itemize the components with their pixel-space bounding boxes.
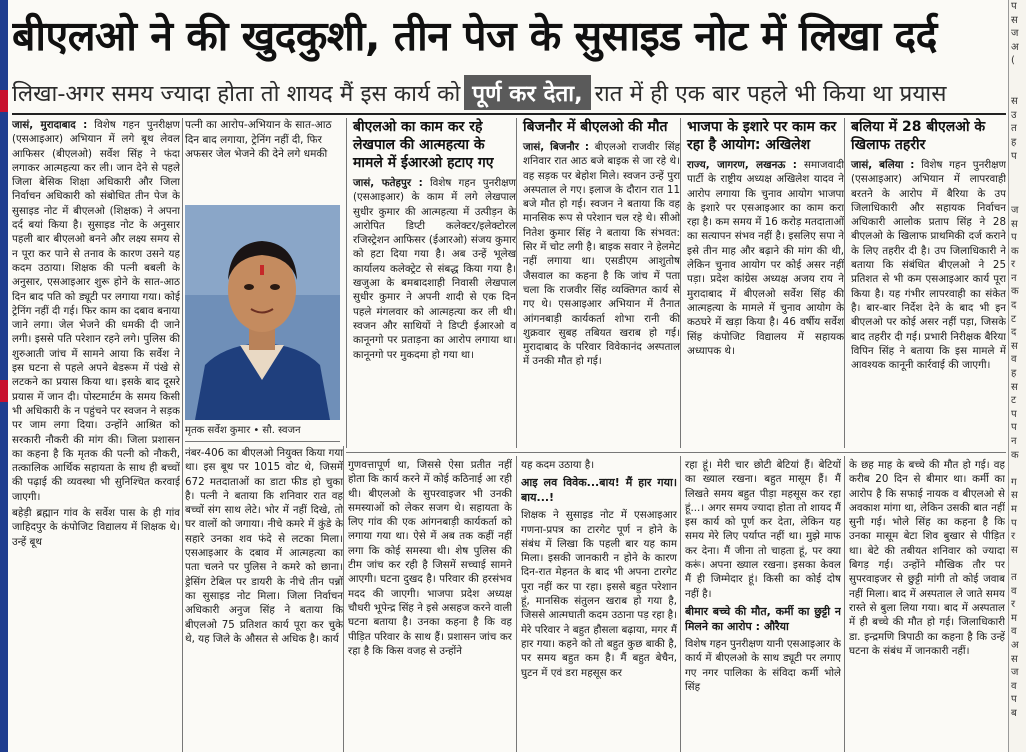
column-divider <box>844 456 845 752</box>
adjacent-column-fragment-line: व <box>1011 626 1017 638</box>
strip-mark <box>0 90 8 112</box>
photo-caption: मृतक सर्वेश कुमार • सौ. स्वजन <box>185 425 301 436</box>
adjacent-column-fragment-line: स <box>1011 381 1018 393</box>
adjacent-column-fragment-line: द <box>1011 300 1017 312</box>
adjacent-column-fragment-line: स <box>1011 653 1018 665</box>
adjacent-column-fragment-line: त <box>1011 571 1017 583</box>
pull-quote-box: पत्नी का आरोप-अभियान के सात-आठ दिन बाद लगाया, ट्रेनिंग नहीं दी, फिर अफसर जेल भेजने की देने लगे धमकी <box>185 119 332 160</box>
adjacent-column-fragment-line: प <box>1011 422 1017 434</box>
adjacent-column-fragment-line: ह <box>1011 136 1017 148</box>
story-body <box>687 158 844 358</box>
auraiya-subhead: बीमार बच्चे की मौत, कर्मी का छुट्टी न मिलने का आरोप : औरैया <box>685 604 841 633</box>
main-story-para-1 <box>12 118 180 504</box>
strip-mark <box>0 380 8 402</box>
adjacent-column-fragment-line: ज <box>1011 204 1019 216</box>
main-story-text-1: विशेष गहन पुनरीक्षण (एसआइआर) अभियान में लगे बूथ लेवल आफिसर (बीएलओ) सर्वेश सिंह ने फंदा लगाकर आत्महत्या कर ली। जान देने से पहले जिला बेसिक शिक्षा अधिकारी और जिला निर्वाचन अधिकारी को संबोधित तीन पेज के सुसाइड नोट में बीएलओ (शिक्षक) ने अपना दर्द बयां किया है। सुसाइड नोट के अनुसार पहली बार बीएलओ बनने और लक्ष्य समय से न पूरा कर पाने से तनाव के कारण उसने यह कदम उठाया। शिक्षक की पत्नी बबली के अनुसार, एसआइआर शुरू होने के सात-आठ दिन बाद पति को ड्यूटी पर लगाया गया। कोई ट्रेनिंग नहीं दी गई। फिर काम का दबाव बनाया जाने लगा। जेल भेजने की धमकी दी जाने लगी। इससे पति परेशान रहने लगे। पुलिस की शुरुआती जांच में सामने आया कि सर्वेश ने इस घटना से पहले अपने बेडरूम में पंखे से लटकने का प्रयास किया था। इसके बाद दूसरे प्रयास में जान दी। पोस्टमार्टम के समय किसी भी अधिकारी के न पहुंचने पर स्वजन ने सड़क पर जाम लगा दिया। उन्होंने आश्रित को सरकारी नौकरी की मांग की। जिला प्रशासन का कहना है कि मृतक की पत्नी को नौकरी, तत्कालिक आर्थिक सहायता के साथ ही बच्चों की पढ़ाई की व्यवस्था भी सुनिश्चित करवाई जाएगी। <box>12 119 180 503</box>
adjacent-column-fragment-line: स <box>1011 340 1018 352</box>
victim-photo <box>185 205 340 420</box>
column-divider <box>182 118 183 752</box>
adjacent-column-fragment-line <box>1011 462 1026 476</box>
adjacent-column-fragment <box>1008 0 1026 752</box>
adjacent-column-fragment-line: ट <box>1011 395 1017 407</box>
subheadline-before: लिखा-अगर समय ज्यादा होता तो शायद मैं इस कार्य को <box>12 80 461 107</box>
adjacent-column-fragment-line: ( <box>1011 55 1015 67</box>
headline-rule <box>12 113 1006 115</box>
story-fatehpur <box>346 118 516 448</box>
adjacent-column-fragment-line: त <box>1011 123 1017 135</box>
subheadline-highlight: पूर्ण कर देता, <box>464 75 590 110</box>
story-headline: बिजनौर में बीएलओ की मौत <box>523 119 668 135</box>
adjacent-column-fragment-line: ज <box>1011 28 1019 40</box>
story-text: समाजवादी पार्टी के राष्ट्रीय अध्यक्ष अखिलेश यादव ने आरोप लगाया कि चुनाव आयोग भाजपा के इशारे पर एसआइआर का काम करा रहा है। कम समय में 16 करोड़ मतदाताओं का सत्यापन संभव नहीं है। इसलिए सपा ने इसे तीन माह और बढ़ाने की मांग की थी, लेकिन चुनाव आयोग पर कोई असर नहीं पड़ा। प्रदेश कांग्रेस अध्यक्ष अजय राय ने मुरादाबाद में बीएलओ सर्वेश सिंह की आत्महत्या के मामले में चुनाव आयोग के कठघरे में खड़ा किया है। 46 वर्षीय सर्वेश सिंह कंपोजिट विद्यालय में सहायक अध्यापक थे। <box>687 159 844 357</box>
suicide-note-column <box>521 458 677 752</box>
story-bijnor <box>516 118 680 448</box>
adjacent-column-fragment-line: ब <box>1011 707 1017 719</box>
adjacent-column-fragment-line: स <box>1011 96 1018 108</box>
adjacent-column-fragment-line: म <box>1011 612 1017 624</box>
adjacent-column-fragment-line: ग <box>1011 476 1017 488</box>
adjacent-column-fragment-line: न <box>1011 436 1017 447</box>
adjacent-column-fragment-line: स <box>1011 544 1018 556</box>
adjacent-column-fragment-line: प <box>1011 694 1017 706</box>
adjacent-column-fragment-line: म <box>1011 503 1017 515</box>
adjacent-column-fragment-line: व <box>1011 585 1017 597</box>
adjacent-column-fragment-line: स <box>1011 490 1018 502</box>
main-story-text-2: बहेड़ी ब्रह्मान गांव के सर्वेश पास के ही गांव जाहिदपुर के कंपोजिट विद्यालय में शिक्षक थे। उन्हें बूथ <box>12 507 180 548</box>
column-divider <box>516 456 517 752</box>
adjacent-column-fragment-line: प <box>1011 408 1017 420</box>
adjacent-column-fragment-line: र <box>1011 531 1016 543</box>
story-dateline: जासं, बिजनौर : <box>523 141 590 153</box>
adjacent-column-fragment-line: उ <box>1011 109 1017 121</box>
story-text: विशेष गहन पुनरीक्षण (एसआइआर) अभियान में लापरवाही बरतने के आरोप में बैरिया के उप जिलाधिकारी और सहायक निर्वाचन अधिकारी आलोक प्रताप सिंह ने 28 बीएलओ के खिलाफ प्राथमिकी दर्ज कराने के लिए तहरीर दी है। उप जिलाधिकारी ने बताया कि संबंधित बीएलओ ने 25 प्रतिशत से भी कम एसआइआर कार्य पूरा किया है। यह गंभीर लापरवाही का संकेत है। बार-बार निर्देश देने के बाद भी इन बीएलओ पर कोई असर नहीं पड़ा, जिसके बाद तहरीर दी गई। प्रभारी निरीक्षक बैरिया विपिन सिंह ने बताया कि इस मामले में आवश्यक कानूनी कार्रवाई की जाएगी। <box>851 159 1006 372</box>
main-story-continued-column: गुणवत्तापूर्ण था, जिससे ऐसा प्रतीत नहीं होता कि कार्य करने में कोई कठिनाई आ रही थी। बीएलओ के सुपरवाइजर भी उनकी समस्याओं को लेकर सजग थे। सहायता के लिए गांव की एक आंगनबाड़ी कार्यकर्ता को लगाया गया था। ऐसे में अब तक कहीं नहीं लगा कि कोई समस्या थी। शेष पुलिस की टीम जांच कर रही है जिसमें सच्चाई सामने आएगी। घटना दुखद है। परिवार की हरसंभव मदद की जाएगी। भाजपा प्रदेश अध्यक्ष चौधरी भूपेन्द्र सिंह ने इसे असहज करने वाली घटना बताया है। उनका कहना है कि वह पीड़ित परिवार के साथ हैं। प्रशासन जांच कर रहा है कि किस वजह से उन्होंने <box>348 459 512 657</box>
adjacent-column-fragment-line: व <box>1011 680 1017 692</box>
section-divider <box>346 452 1006 453</box>
story-akhilesh <box>680 118 844 448</box>
headline: बीएलओ ने की खुदकुशी, तीन पेज के सुसाइड नोट में लिखा दर्द <box>12 12 937 60</box>
adjacent-column-fragment-line: प <box>1011 517 1017 529</box>
adjacent-column-fragment-line: अ <box>1011 639 1019 651</box>
story-dateline: जासं, फतेहपुर : <box>353 177 423 189</box>
suicide-note-intro: यह कदम उठाया है। <box>521 459 595 471</box>
adjacent-column-fragment-line: र <box>1011 259 1016 271</box>
left-color-strip <box>0 0 8 752</box>
story-headline: भाजपा के इशारे पर काम कर रहा है आयोग: अखिलेश <box>687 119 837 153</box>
portrait-illustration <box>185 205 340 420</box>
story-headline: बीएलओ का काम कर रहे लेखपाल की आत्महत्या के मामले में ईआरओ हटाए गए <box>353 119 494 171</box>
story-dateline: राज्य, जागरण, लखनऊ : <box>687 159 797 171</box>
story-body <box>523 140 680 369</box>
suicide-note-subhead: आइ लव विवेक...बाय! मैं हार गया। बाय...! <box>521 476 677 505</box>
adjacent-column-fragment-line: प <box>1011 1 1017 12</box>
story-dateline: जासं, बलिया : <box>851 159 915 171</box>
main-story-dateline: जासं, मुरादाबाद : <box>12 119 88 131</box>
adjacent-column-fragment-line: व <box>1011 354 1017 366</box>
suicide-note-text: शिक्षक ने सुसाइड नोट में एसआइआर गणना-प्रपत्र का टारगेट पूर्ण न होने के संबंध में लिखा कि पहली बार यह काम मिला। इसकी जानकारी न होने के कारण दिन-रात मेहनत के बाद भी अपना टारगेट पूरा नहीं कर पा रहा। इससे बहुत परेशान हूं, मानसिक संतुलन खराब हो गया है, जिससे आत्मघाती कदम उठाना पड़ रहा है। मेरे परिवार ने बहुत हौसला बढ़ाया, मगर मैं हार गया। कहने को तो बहुत कुछ बाकी है, पर समय बहुत कम है। मैं बहुत बेचैन, घुटन में एवं डरा महसूस कर <box>521 509 677 679</box>
suicide-note-text-continued: रहा हूं। मेरी चार छोटी बेटियां हैं। बेटियों का ख्याल रखना। बहुत मासूम हैं। मैं लिखते समय बहुत पीड़ा महसूस कर रहा हूं...। अगर समय ज्यादा होता तो शायद मैं इस कार्य को पूर्ण कर देता, लेकिन यह समय मेरे लिए पर्याप्त नहीं था। मुझे माफ कर देना। मैं जीना तो चाहता हूं, पर क्या करूं। अपना ख्याल रखना। इसका केवल मैं ही जिम्मेदार हूं। किसी का कोई दोष नहीं है। <box>685 459 841 600</box>
story-text: बीएलओ राजवीर सिंह शनिवार रात आठ बजे बाइक से जा रहे थे। वह सड़क पर बेहोश मिले। स्वजन उन्हें पुरा अस्पताल ले गए। इलाज के दौरान रात 11 बजे मौत हो गई। स्वजन ने बताया कि वह मानसिक रूप से परेशान चल रहे थे। सीओ नितेश कुमार सिंह ने बताया कि संभवत: सिर में चोट लगी है। बाइक सवार ने हेलमेट नहीं लगाया था। एसडीएम आशुतोष जैसवाल का कहना है कि जांच में पता चला कि राजवीर सिंह व्यक्तिगत कार्य से गए थे। एसआइआर अभियान में तैनात आंगनबाड़ी कार्यकर्ता शोभा रानी की शुक्रवार सुबह तबियत खराब हो गई। मुरादाबाद के परिवार विवेकानंद अस्पताल में उनकी मौत हो गई। <box>523 141 680 368</box>
adjacent-column-fragment-line: न <box>1011 272 1017 284</box>
adjacent-column-fragment-line: ट <box>1011 313 1017 325</box>
story-ballia <box>844 118 1006 448</box>
column-divider <box>343 446 344 752</box>
auraiya-column <box>685 458 841 752</box>
adjacent-column-fragment-line: ह <box>1011 368 1017 380</box>
auraiya-continued-column: के छह माह के बच्चे की मौत हो गई। वह करीब 20 दिन से बीमार था। कर्मी का आरोप है कि सफाई नायक व बीएलओ से अवकाश मांगा था, लेकिन उसकी बात नहीं सुनी गई। भोले सिंह का कहना है कि उनका मासूम बेटा शिव बुखार से पीड़ित था। बेटे की तबीयत शनिवार को ज्यादा बिगड़ गई। उन्होंने मौखिक तौर पर सुपरवाइजर से छुट्टी मांगी तो कोई जवाब नहीं मिला। बाद में अस्पताल ले जाते समय रास्ते से बुला लिया गया। बाद में अस्पताल में ही बच्चे की मौत हो गई। जिलाधिकारी डा. इन्द्रमणि त्रिपाठी का कहना है कि उन्हें घटना के संबंध में जानकारी नहीं। <box>849 459 1005 657</box>
subheadline-after: रात में ही एक बार पहले भी किया था प्रयास <box>594 80 947 107</box>
main-story-column <box>12 118 180 752</box>
adjacent-column-text <box>1011 0 1026 720</box>
adjacent-column-fragment-line <box>1011 557 1026 571</box>
adjacent-column-fragment-line: स <box>1011 218 1018 230</box>
adjacent-column-fragment-line: अ <box>1011 41 1019 53</box>
adjacent-column-fragment-line <box>1011 82 1026 96</box>
adjacent-column-fragment-line <box>1011 177 1026 191</box>
adjacent-column-fragment-line <box>1011 163 1026 177</box>
column-divider <box>185 441 340 442</box>
adjacent-column-fragment-line: र <box>1011 599 1016 611</box>
adjacent-column-fragment-line: क <box>1011 245 1019 257</box>
adjacent-column-fragment-line: द <box>1011 327 1017 339</box>
adjacent-column-fragment-line <box>1011 190 1026 204</box>
adjacent-column-fragment-line: प <box>1011 232 1017 244</box>
auraiya-text: विशेष गहन पुनरीक्षण यानी एसआइआर के कार्य में बीएलओ के साथ ड्यूटी पर लगाए गए नगर पालिका के संविदा कर्मी भोले सिंह <box>685 637 841 693</box>
subheadline <box>12 72 1006 112</box>
story-headline: बलिया में 28 बीएलओ के खिलाफ तहरीर <box>851 119 986 153</box>
adjacent-column-fragment-line: स <box>1011 14 1018 26</box>
adjacent-column-fragment-line: ज <box>1011 667 1019 679</box>
story-body <box>353 176 516 362</box>
adjacent-column-fragment-line <box>1011 68 1026 82</box>
column-divider <box>680 456 681 752</box>
adjacent-column-fragment-line: क <box>1011 449 1019 461</box>
story-text: विशेष गहन पुनरीक्षण (एसआइआर) के काम में लगे लेखपाल सुधीर कुमार की आत्महत्या में उत्पीड़न के आरोपित डिप्टी कलेक्टर/इलेक्टोरल रजिस्ट्रेशन आफिसर (ईआरओ) संजय कुमार को हटा दिया गया है। अब उन्हें भूलेख कार्यालय कलेक्ट्रेट से संबद्ध किया गया है। खजुआ के बमबादशाही निवासी लेखपाल सुधीर कुमार ने अपनी शादी से एक दिन पहले मंगलवार को आत्महत्या कर ली थी। स्वजन और साथियों ने डिप्टी ईआरओ व कानूनगो पर प्रताड़ना का आरोप लगाया था। कानूनगो पर मुकदमा हो गया था। <box>353 177 516 361</box>
main-story-continued-column: नंबर-406 का बीएलओ नियुक्त किया गया था। इस बूथ पर 1015 वोट थे, जिसमें 672 मतदाताओं का डाटा फीड हो चुका है। पत्नी ने बताया कि शनिवार रात वह बच्चों संग साथ लेटे। भोर में नहीं दिखे, तो घर वालों को जगाया। नीचे कमरे में कुंडे के सहारे उनका शव फंदे से लटका मिला। एसआइआर के दबाव में आत्महत्या का पता चलने पर पुलिस ने कमरे को छाना। ड्रेसिंग टेबिल पर डायरी के नीचे तीन पन्नों का सुसाइड नोट मिला। जिला निर्वाचन अधिकारी अनुज सिंह ने बताया कि बीएलओ 75 प्रतिशत कार्य पूरा कर चुके थे, यह जिले के औसत से अधिक है। कार्य <box>185 447 343 645</box>
story-body <box>851 158 1006 372</box>
adjacent-column-fragment-line: प <box>1011 150 1017 162</box>
adjacent-column-fragment-line: क <box>1011 286 1019 298</box>
